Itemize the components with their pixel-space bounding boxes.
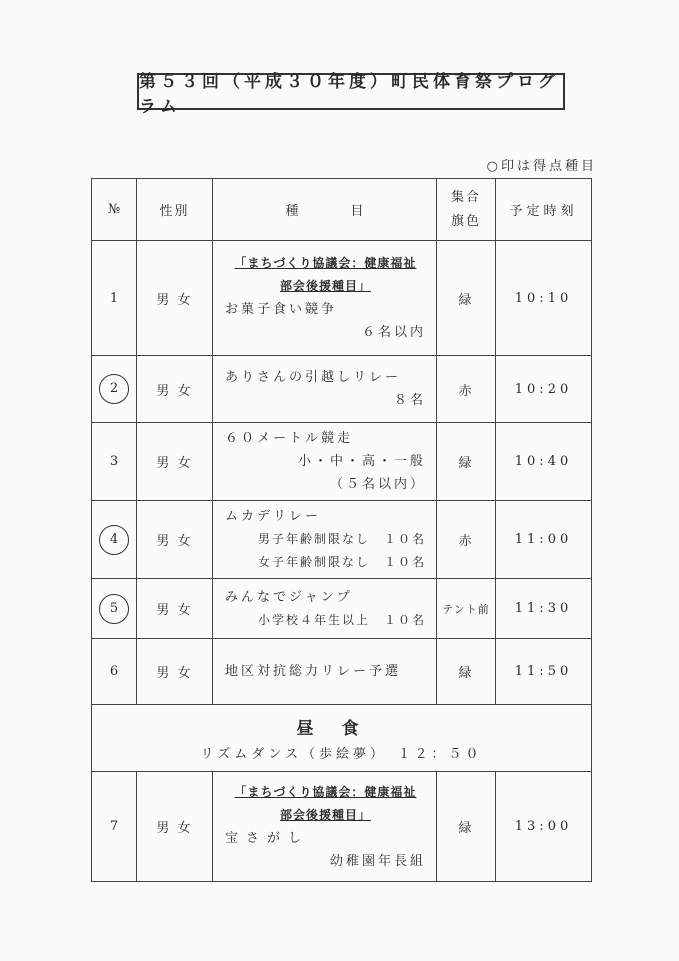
event-number: 7 xyxy=(92,772,137,882)
event-detail-2: 女子年齢制限なし １０名 xyxy=(257,555,426,569)
header-event: 種 目 xyxy=(213,179,437,241)
header-no: № xyxy=(92,179,137,241)
header-row xyxy=(92,179,592,241)
header-flag-text: 集合旗色 xyxy=(451,189,482,229)
event-time: 10:40 xyxy=(496,423,592,501)
event-flag: 緑 xyxy=(437,772,496,882)
event-detail: 小学校４年生以上 １０名 xyxy=(257,612,426,627)
event-detail-2: （５名以内） xyxy=(329,477,426,492)
scoring-legend xyxy=(487,155,597,174)
scoring-number-circle: 2 xyxy=(99,374,129,404)
event-number xyxy=(92,579,137,639)
event-name: ６０メートル競走 xyxy=(225,431,354,446)
event-cell xyxy=(213,356,437,423)
event-detail: 男子年齢制限なし １０名 xyxy=(257,532,426,546)
rhythm-dance-line: リズムダンス（歩絵夢） １２：５０ xyxy=(200,746,483,762)
lunch-cell xyxy=(92,705,592,772)
event-sex: 男 女 xyxy=(137,356,213,423)
table-row xyxy=(92,423,592,501)
event-sex: 男 女 xyxy=(137,579,213,639)
program-table xyxy=(91,178,592,882)
event-name: お菓子食い競争 xyxy=(225,302,338,317)
event-cell xyxy=(213,772,437,882)
header-flag xyxy=(437,179,496,241)
event-detail: 小・中・高・一般 xyxy=(297,454,426,469)
event-sex: 男 女 xyxy=(137,772,213,882)
event-sex: 男 女 xyxy=(137,423,213,501)
event-flag: 緑 xyxy=(437,423,496,501)
table-row xyxy=(92,501,592,579)
event-sex: 男 女 xyxy=(137,501,213,579)
event-cell xyxy=(213,501,437,579)
scoring-number-circle: 5 xyxy=(99,594,129,624)
event-number xyxy=(92,356,137,423)
event-time: 11:50 xyxy=(496,639,592,705)
event-flag: 赤 xyxy=(437,356,496,423)
table-row xyxy=(92,772,592,882)
lunch-label: 昼食 xyxy=(296,718,387,739)
table-row xyxy=(92,639,592,705)
legend-text: ○印は得点種目 xyxy=(486,159,597,174)
event-number xyxy=(92,501,137,579)
event-name: みんなでジャンプ xyxy=(225,589,353,605)
event-cell xyxy=(213,241,437,356)
table-row xyxy=(92,241,592,356)
event-name: ありさんの引越しリレー xyxy=(225,370,402,385)
event-sex: 男 女 xyxy=(137,639,213,705)
event-flag: テント前 xyxy=(437,579,496,639)
header-time: 予定時刻 xyxy=(496,179,592,241)
header-sex: 性別 xyxy=(137,179,213,241)
scoring-number-circle: 4 xyxy=(99,525,129,555)
event-detail: ８名 xyxy=(393,393,426,408)
sponsor-line-2: 部会後援種目」 xyxy=(279,807,371,822)
table-row xyxy=(92,356,592,423)
event-number: 6 xyxy=(92,639,137,705)
event-name: 地区対抗総力リレー予選 xyxy=(225,664,402,679)
event-time: 11:00 xyxy=(496,501,592,579)
sponsor-line-1: 「まちづくり協議会：健康福祉 xyxy=(234,256,417,270)
lunch-row xyxy=(92,705,592,772)
event-sex: 男 女 xyxy=(137,241,213,356)
event-detail: ６名以内 xyxy=(361,325,426,340)
title-text: 第５３回（平成３０年度）町民体育祭プログラム xyxy=(139,71,559,117)
page-title xyxy=(137,71,565,117)
event-time: 10:10 xyxy=(496,241,592,356)
event-name: ムカデリレー xyxy=(225,509,322,524)
event-cell xyxy=(213,579,437,639)
event-flag: 緑 xyxy=(437,241,496,356)
event-time: 10:20 xyxy=(496,356,592,423)
event-flag: 緑 xyxy=(437,639,496,705)
event-cell xyxy=(213,639,437,705)
event-flag: 赤 xyxy=(437,501,496,579)
event-cell xyxy=(213,423,437,501)
event-detail: 幼稚園年長組 xyxy=(329,853,426,869)
event-time: 13:00 xyxy=(496,772,592,882)
sponsor-line-1: 「まちづくり協議会：健康福祉 xyxy=(234,784,417,799)
event-number: 1 xyxy=(92,241,137,356)
table-row xyxy=(92,579,592,639)
event-time: 11:30 xyxy=(496,579,592,639)
event-name: 宝さがし xyxy=(225,830,310,846)
sponsor-line-2: 部会後援種目」 xyxy=(279,279,371,293)
event-number: 3 xyxy=(92,423,137,501)
